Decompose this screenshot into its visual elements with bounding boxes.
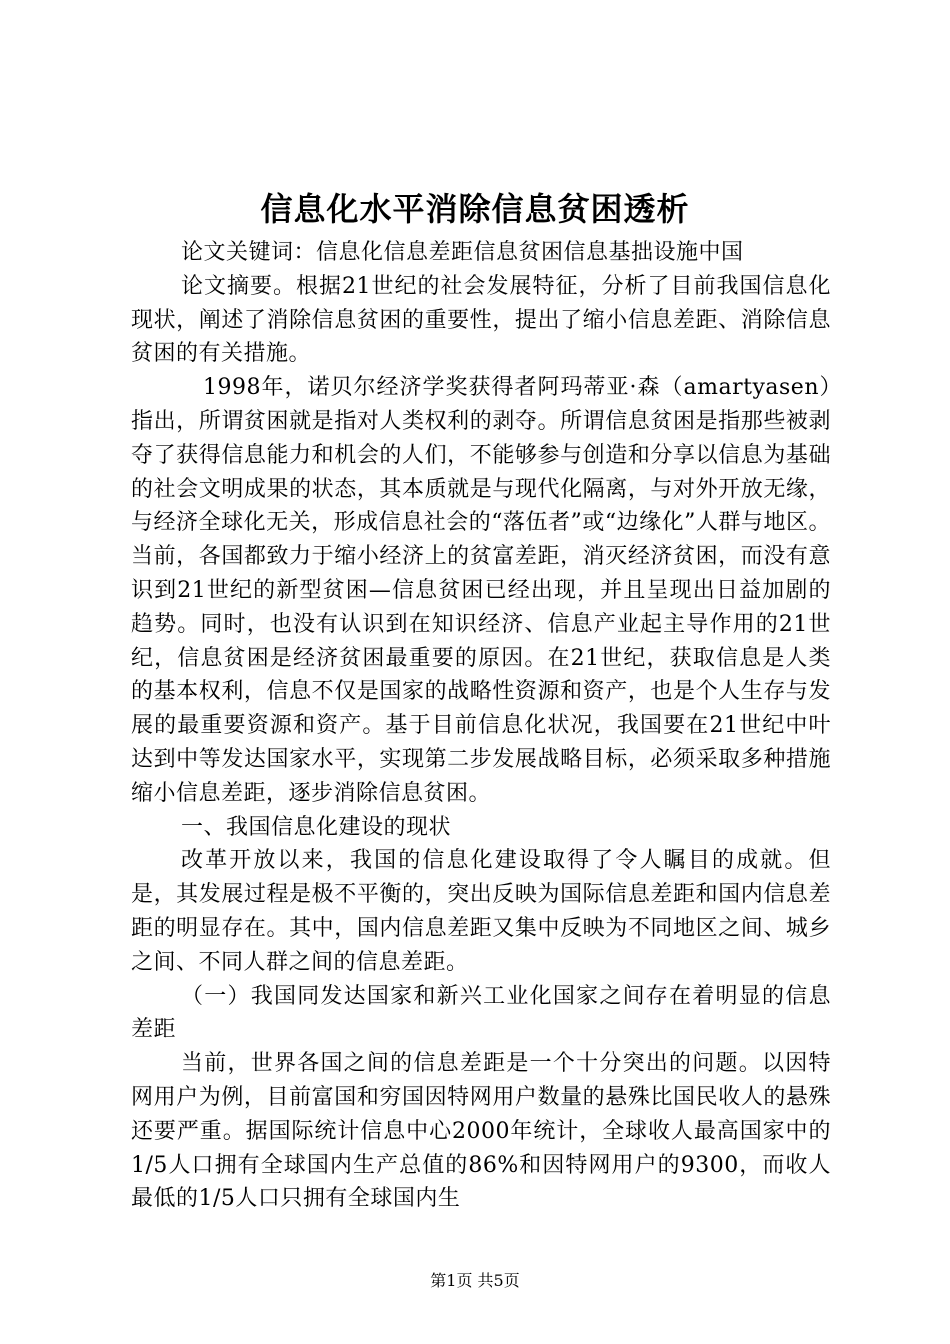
- abstract-paragraph: 论文摘要。根据21世纪的社会发展特征，分析了目前我国信息化现状，阐述了消除信息贫困的重要性，提出了缩小信息差距、消除信息贫困的有关措施。: [131, 273, 831, 367]
- body-paragraph: 1998年，诺贝尔经济学奖获得者阿玛蒂亚·森（amartyasen）指出，所谓贫困就是指对人类权利的剥夺。所谓信息贫困是指那些被剥夺了获得信息能力和机会的人们，不能够参与创造和分享以信息为基础的社会文明成果的状态，其本质就是与现代化隔离，与对外开放无缘，与经济全球化无关，形成信息社会的“落伍者”或“边缘化”人群与地区。当前，各国都致力于缩小经济上的贫富差距，消灭经济贫困，而没有意识到21世纪的新型贫困—信息贫困已经出现，并且呈现出日益加剧的趋势。同时，也没有认识到在知识经济、信息产业起主导作用的21世纪，信息贫困是经济贫困最重要的原因。在21世纪，获取信息是人类的基本权利，信息不仅是国家的战略性资源和资产，也是个人生存与发展的最重要资源和资产。基于目前信息化状况，我国要在21世纪中叶达到中等发达国家水平，实现第二步发展战略目标，必须采取多种措施缩小信息差距，逐步消除信息贫困。: [131, 375, 831, 806]
- section-heading: 一、我国信息化建设的现状: [181, 814, 452, 840]
- page-footer: 第1页 共5页: [430, 1271, 520, 1290]
- body-paragraph: 当前，世界各国之间的信息差距是一个十分突出的问题。以因特网用户为例，目前富国和穷国因特网用户数量的悬殊比国民收人的悬殊还要严重。据国际统计信息中心2000年统计，全球收人最高国家中的1/5人口拥有全球国内生产总值的86%和因特网用户的9300，而收人最低的1/5人口只拥有全球国内生: [131, 1051, 831, 1212]
- keywords-paragraph: 论文关键词：信息化信息差距信息贫困信息基拙设施中国: [181, 240, 744, 265]
- document-title: 信息化水平消除信息贫困透析: [260, 190, 690, 228]
- body-paragraph: 改革开放以来，我国的信息化建设取得了令人瞩目的成就。但是，其发展过程是极不平衡的，突出反映为国际信息差距和国内信息差距的明显存在。其中，国内信息差距又集中反映为不同地区之间、城乡之间、不同人群之间的信息差距。: [131, 848, 831, 975]
- document-body: [131, 236, 831, 1216]
- subsection-heading: （一）我国同发达国家和新兴工业化国家之间存在着明显的信息差距: [131, 983, 831, 1043]
